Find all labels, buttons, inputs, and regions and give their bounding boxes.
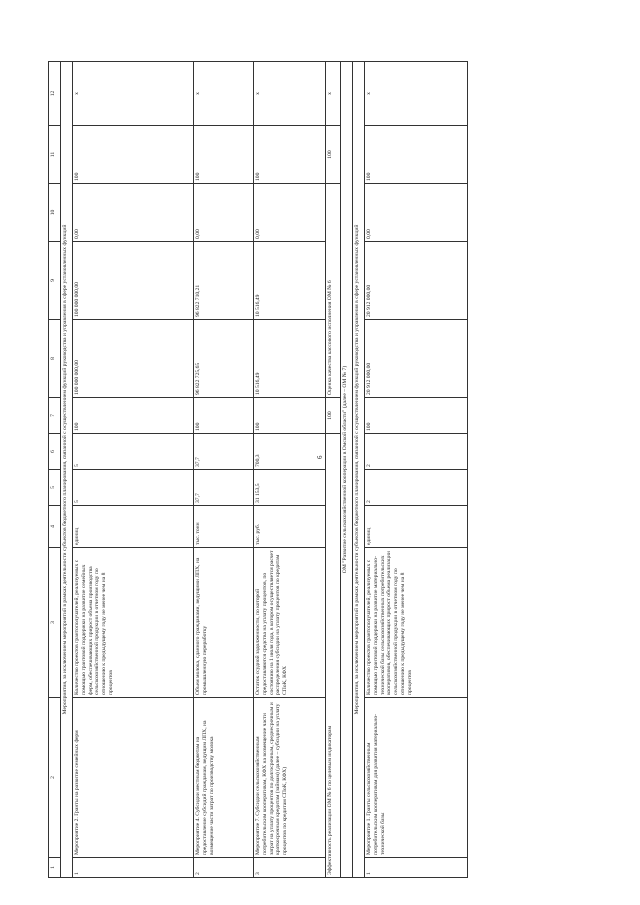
table-cell: 2 — [194, 858, 254, 878]
table-cell: 2 — [365, 434, 468, 470]
table-cell: 100 000 000,00 — [73, 242, 194, 320]
table-cell: 100 — [194, 126, 254, 184]
table-cell: 1 — [365, 858, 468, 878]
table-cell: 100 — [194, 398, 254, 434]
table-cell: 0,00 — [365, 184, 468, 242]
om7-title: ОМ "Развитие сельскохозяйственной кооперации в Омской области" (далее – ОМ № 7) — [341, 62, 353, 878]
table-cell: 5 — [73, 434, 194, 470]
table-cell: 100 — [254, 126, 326, 184]
om7-title-row — [341, 62, 353, 878]
table-row — [365, 62, 468, 878]
summary-row — [326, 62, 341, 878]
table-cell: 100 — [73, 398, 194, 434]
table-cell: 31 153,5 — [254, 470, 326, 506]
table-cell: тыс. руб. — [254, 506, 326, 548]
report-table-rotated — [48, 62, 634, 878]
table-cell: Остаток ссудной задолженности, по которой предоставляются средства на уплату процентов, по состоянию на 1 июля года, в котором осуществляется расчет распределения субсидии на уплату процентов по кредитам СПоК, КФХ — [254, 548, 326, 698]
header-cell: 5 — [49, 470, 61, 506]
header-cell: 8 — [49, 320, 61, 398]
table-cell: 2 — [365, 470, 468, 506]
table-cell: 37,7 — [194, 434, 254, 470]
table-cell: Объем молока, сданного гражданами, ведущими ЛПХ, на промышленную переработку — [194, 548, 254, 698]
table-cell: Мероприятие 1. Гранты сельскохозяйственным потребительским кооперативам для развития материально-технической базы — [365, 698, 468, 858]
table-cell: 10 516,49 — [254, 320, 326, 398]
table-cell: 100 — [254, 398, 326, 434]
table-cell: Количество проектов грантополучателей, реализуемых с помощью грантовой поддержки на развитие материально-технической базы сельскохозяйственных потребительских кооперативов, обеспечивающих прирост объема реализации сельскохозяйственной продукции в отчетном году по отношению к предыдущему году не менее чем на 8 процентов — [365, 548, 468, 698]
table-cell: 1 — [73, 858, 194, 878]
table-cell: 3 — [254, 858, 326, 878]
header-cell: 9 — [49, 242, 61, 320]
table-cell: х — [254, 62, 326, 126]
table-cell: Мероприятие 2. Гранты на развитие семейных ферм — [73, 698, 194, 858]
summary-col11: 100 — [326, 126, 341, 184]
table-cell: 96 822 725,65 — [194, 320, 254, 398]
header-cell: 11 — [49, 126, 61, 184]
table-cell: х — [194, 62, 254, 126]
section-title: Мероприятия, за исключением мероприятий в рамках деятельности субъектов бюджетного планирования, связанной с осуществлением функций руководства и управления в сфере установленных функций — [353, 62, 365, 878]
table-row — [194, 62, 254, 878]
header-row — [49, 62, 61, 878]
table-cell: Количество проектов грантополучателей, реализуемых с помощью грантовой поддержки на развитие семейных ферм, обеспечивающих прирост объема производства сельскохозяйственной продукции в отчетном году по отношению к предыдущему году не менее чем на 8 процентов — [73, 548, 194, 698]
table-cell: х — [73, 62, 194, 126]
table-cell: тыс. тонн — [194, 506, 254, 548]
table-cell: Мероприятие 4. Субсидии местным бюджетам на предоставление субсидий гражданам, ведущим ЛПХ, на возмещение части затрат по производству молока — [194, 698, 254, 858]
table-row — [254, 62, 326, 878]
table-cell: единиц — [365, 506, 468, 548]
table-cell: 96 822 710,21 — [194, 242, 254, 320]
section-title: Мероприятия, за исключением мероприятий в рамках деятельности субъектов бюджетного планирования, связанной с осуществлением функций руководства и управления в сфере установленных функций — [61, 62, 73, 878]
summary-label: Эффективность реализации ОМ № 6 по целевым индикаторам — [326, 434, 341, 878]
table-cell: 10 516,49 — [254, 242, 326, 320]
section-row — [353, 62, 365, 878]
header-cell: 1 — [49, 858, 61, 878]
table-cell: единиц — [73, 506, 194, 548]
summary-col7: 100 — [326, 398, 341, 434]
table-row — [73, 62, 194, 878]
table-cell: 100 — [73, 126, 194, 184]
table-cell: 0,00 — [73, 184, 194, 242]
table-cell: х — [365, 62, 468, 126]
table-cell: 0,00 — [254, 184, 326, 242]
header-cell: 2 — [49, 698, 61, 858]
table-cell: 100 000 000,00 — [73, 320, 194, 398]
header-cell: 7 — [49, 398, 61, 434]
summary-col12: х — [326, 62, 341, 126]
table-cell: 20 912 000,00 — [365, 242, 468, 320]
header-cell: 10 — [49, 184, 61, 242]
header-cell: 6 — [49, 434, 61, 470]
table-cell: 100 — [365, 126, 468, 184]
table-cell: 100 — [365, 398, 468, 434]
table-cell: 5 — [73, 470, 194, 506]
table-cell: 700,3 — [254, 434, 326, 470]
table-cell: 0,00 — [194, 184, 254, 242]
header-cell: 12 — [49, 62, 61, 126]
page-number: 6 — [316, 455, 324, 459]
report-table — [48, 61, 468, 878]
section-row — [61, 62, 73, 878]
table-cell: 20 912 000,00 — [365, 320, 468, 398]
summary-text: Оценка качества кассового исполнения ОМ № 6 — [326, 184, 341, 398]
table-cell: 37,7 — [194, 470, 254, 506]
table-cell: Мероприятие 7. Субсидии сельскохозяйственным потребительским кооперативам, КФХ на возмещение части затрат на уплату процентов по долгосрочным, среднесрочным и краткосрочным кредитам (займам) (далее – субсидии на уплату процентов по кредитам СПоК, КФХ) — [254, 698, 326, 858]
header-cell: 4 — [49, 506, 61, 548]
header-cell: 3 — [49, 548, 61, 698]
